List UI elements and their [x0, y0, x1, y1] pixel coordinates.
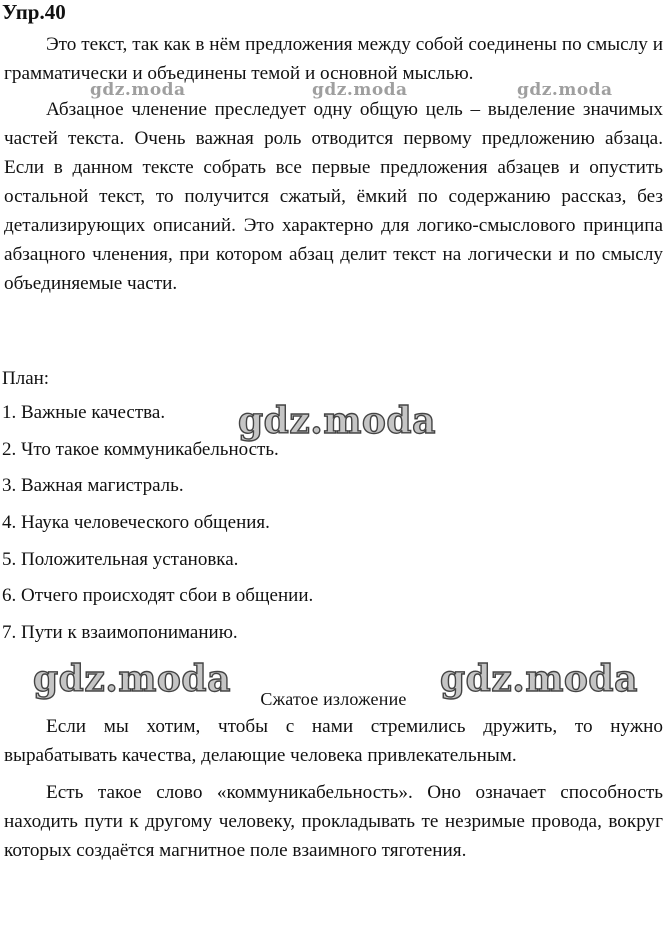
watermark: gdz.moda [440, 658, 638, 700]
answer-paragraph-1: Это текст, так как в нём предложения между собой соединены по смыслу и грамматически и объединены темой и основной мыслью. [4, 34, 663, 84]
plan-label: План: [2, 368, 50, 389]
plan-item: 3. Важная магистраль. [2, 475, 184, 497]
summary-paragraph-1: Если мы хотим, чтобы с нами стремились дружить, то нужно вырабатывать качества, делающие человека привлекательным. [4, 716, 663, 766]
plan-item: 6. Отчего происходят сбои в общении. [2, 585, 314, 607]
plan-item: 4. Наука человеческого общения. [2, 512, 270, 534]
watermark: gdz.moda [90, 80, 186, 100]
plan-item: 7. Пути к взаимопониманию. [2, 622, 238, 644]
summary-title: Сжатое изложение [260, 689, 407, 709]
watermark: gdz.moda [238, 400, 436, 442]
plan-item: 5. Положительная установка. [2, 548, 239, 570]
exercise-title: Упр.40 [2, 0, 66, 24]
plan-item: 1. Важные качества. [2, 402, 166, 423]
plan-list [2, 400, 313, 657]
answer-paragraph-2: Абзацное членение преследует одну общую цель – выделение значимых частей текста. Очень важная роль отводится первому предложению абзаца. Если в данном тексте собрать все первые предложения абзацев и опустить остальной текст, то получится сжатый, ёмкий по содержанию рассказ, без детализирующих описаний. Это характерно для логико-смыслового принципа абзацного членения, при котором абзац делит текст на логически и по смыслу объединяемые части. [4, 99, 663, 294]
watermark: gdz.moda [312, 80, 408, 100]
watermark: gdz.moda [517, 80, 613, 100]
watermark: gdz.moda [33, 658, 231, 700]
plan-item: 2. Что такое коммуникабельность. [2, 438, 279, 460]
summary-paragraph-2: Есть такое слово «коммуникабельность». Оно означает способность находить пути к другому человеку, прокладывать те незримые провода, вокруг которых создаётся магнитное поле взаимного тяготения. [4, 782, 663, 861]
